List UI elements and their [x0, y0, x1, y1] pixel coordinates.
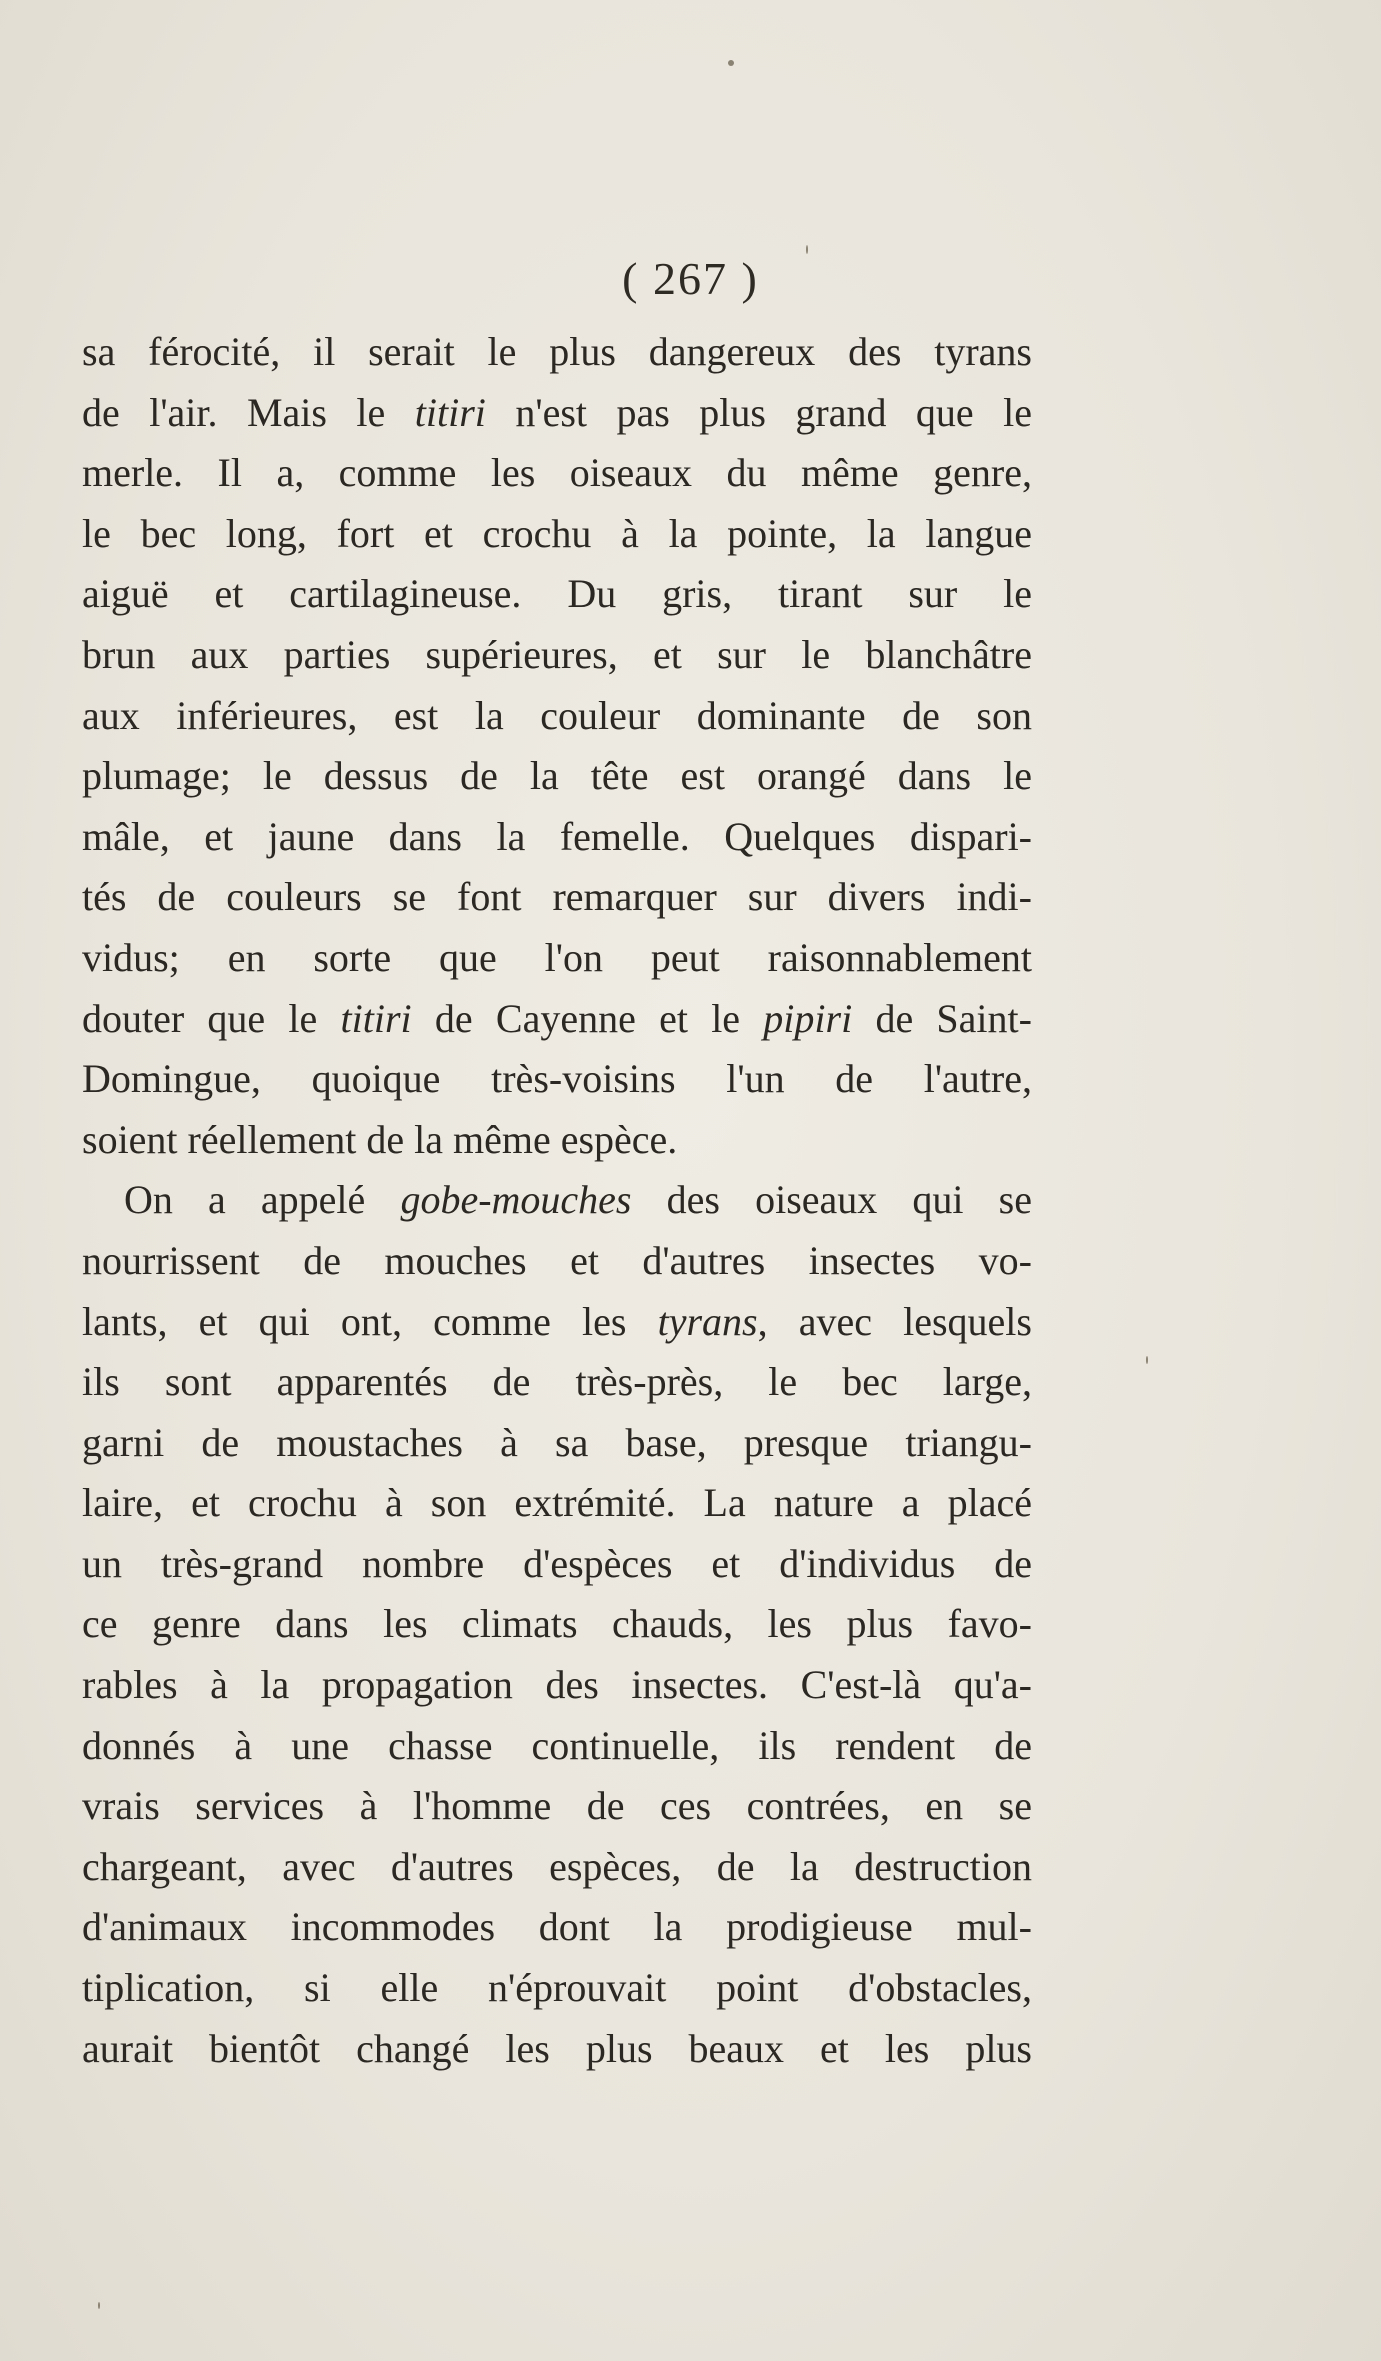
- text-segment: des oiseaux qui se: [631, 1177, 1032, 1223]
- text-line: [82, 1473, 1032, 1534]
- text-segment: ce genre dans les climats chauds, les plus favo-: [82, 1601, 1032, 1647]
- text-line: [82, 1716, 1032, 1777]
- text-line: [82, 322, 1032, 383]
- text-line: [82, 1594, 1032, 1655]
- text-line: [82, 1958, 1032, 2019]
- text-segment: aurait bientôt changé les plus beaux et les plus: [82, 2025, 1032, 2071]
- body-text: [82, 322, 1032, 2079]
- text-segment: de Cayenne et le: [411, 995, 764, 1041]
- text-line: [82, 1049, 1032, 1110]
- page-number: ( 267 ): [622, 253, 759, 304]
- text-line: [82, 867, 1032, 928]
- text-segment: vrais services à l'homme de ces contrées, en se: [82, 1783, 1032, 1829]
- text-line: [82, 1837, 1032, 1898]
- text-line: [82, 1534, 1032, 1595]
- text-segment: de Saint-: [852, 995, 1032, 1041]
- text-segment: tés de couleurs se font remarquer sur divers indi-: [82, 874, 1032, 920]
- text-segment: merle. Il a, comme les oiseaux du même genre,: [82, 450, 1032, 496]
- italic-term: tyrans: [657, 1298, 758, 1344]
- text-segment: donnés à une chasse continuelle, ils rendent de: [82, 1722, 1032, 1768]
- text-line: [82, 1655, 1032, 1716]
- text-line: [82, 686, 1032, 747]
- text-segment: , avec lesquels: [757, 1298, 1032, 1344]
- text-segment: garni de moustaches à sa base, presque triangu-: [82, 1419, 1032, 1465]
- text-line: [82, 1110, 1032, 1171]
- text-line: [82, 1897, 1032, 1958]
- text-line: [82, 564, 1032, 625]
- paper-speck: [728, 60, 734, 66]
- text-line: [82, 504, 1032, 565]
- paper-speck: [1146, 1356, 1148, 1364]
- text-segment: de l'air. Mais le: [82, 389, 415, 435]
- text-segment: tiplication, si elle n'éprouvait point d'obstacles,: [82, 1965, 1032, 2011]
- text-segment: laire, et crochu à son extrémité. La nature a placé: [82, 1480, 1032, 1526]
- italic-term: gobe-mouches: [400, 1177, 632, 1223]
- text-line: [82, 1231, 1032, 1292]
- text-line: [82, 1413, 1032, 1474]
- text-segment: aiguë et cartilagineuse. Du gris, tirant sur le: [82, 571, 1032, 617]
- text-segment: un très-grand nombre d'espèces et d'individus de: [82, 1540, 1032, 1586]
- text-line: [82, 1292, 1032, 1353]
- text-segment: Domingue, quoique très-voisins l'un de l'autre,: [82, 1056, 1032, 1102]
- text-segment: chargeant, avec d'autres espèces, de la destruction: [82, 1843, 1032, 1889]
- text-line: [82, 443, 1032, 504]
- text-segment: rables à la propagation des insectes. C'est-là qu'a-: [82, 1662, 1032, 1708]
- text-segment: nourrissent de mouches et d'autres insectes vo-: [82, 1237, 1032, 1283]
- italic-term: titiri: [414, 389, 486, 435]
- text-segment: ils sont apparentés de très-près, le bec large,: [82, 1359, 1032, 1405]
- text-segment: sa férocité, il serait le plus dangereux des tyrans: [82, 329, 1032, 374]
- text-segment: mâle, et jaune dans la femelle. Quelques dispari-: [82, 813, 1032, 859]
- text-line: [82, 2019, 1032, 2080]
- text-segment: plumage; le dessus de la tête est orangé dans le: [82, 753, 1032, 799]
- text-segment: le bec long, fort et crochu à la pointe, la langue: [82, 510, 1032, 556]
- text-line: [82, 989, 1032, 1050]
- italic-term: pipiri: [763, 995, 853, 1041]
- text-line: [82, 807, 1032, 868]
- italic-term: titiri: [340, 995, 412, 1041]
- text-segment: brun aux parties supérieures, et sur le blanchâtre: [82, 631, 1032, 677]
- text-line: [82, 1776, 1032, 1837]
- text-line: [82, 928, 1032, 989]
- paper-speck: [98, 2302, 100, 2309]
- text-segment: douter que le: [82, 995, 341, 1041]
- text-segment: soient réellement de la même espèce.: [82, 1116, 678, 1162]
- text-segment: d'animaux incommodes dont la prodigieuse mul-: [82, 1904, 1032, 1950]
- text-line: [82, 1352, 1032, 1413]
- text-segment: aux inférieures, est la couleur dominante de son: [82, 692, 1032, 738]
- text-segment: lants, et qui ont, comme les: [82, 1298, 658, 1344]
- text-line: [82, 383, 1032, 444]
- text-line: [82, 1170, 1032, 1231]
- text-line: [82, 625, 1032, 686]
- text-segment: vidus; en sorte que l'on peut raisonnablement: [82, 934, 1032, 980]
- text-segment: n'est pas plus grand que le: [485, 389, 1032, 435]
- text-segment: On a appelé: [124, 1177, 401, 1223]
- text-line: [82, 746, 1032, 807]
